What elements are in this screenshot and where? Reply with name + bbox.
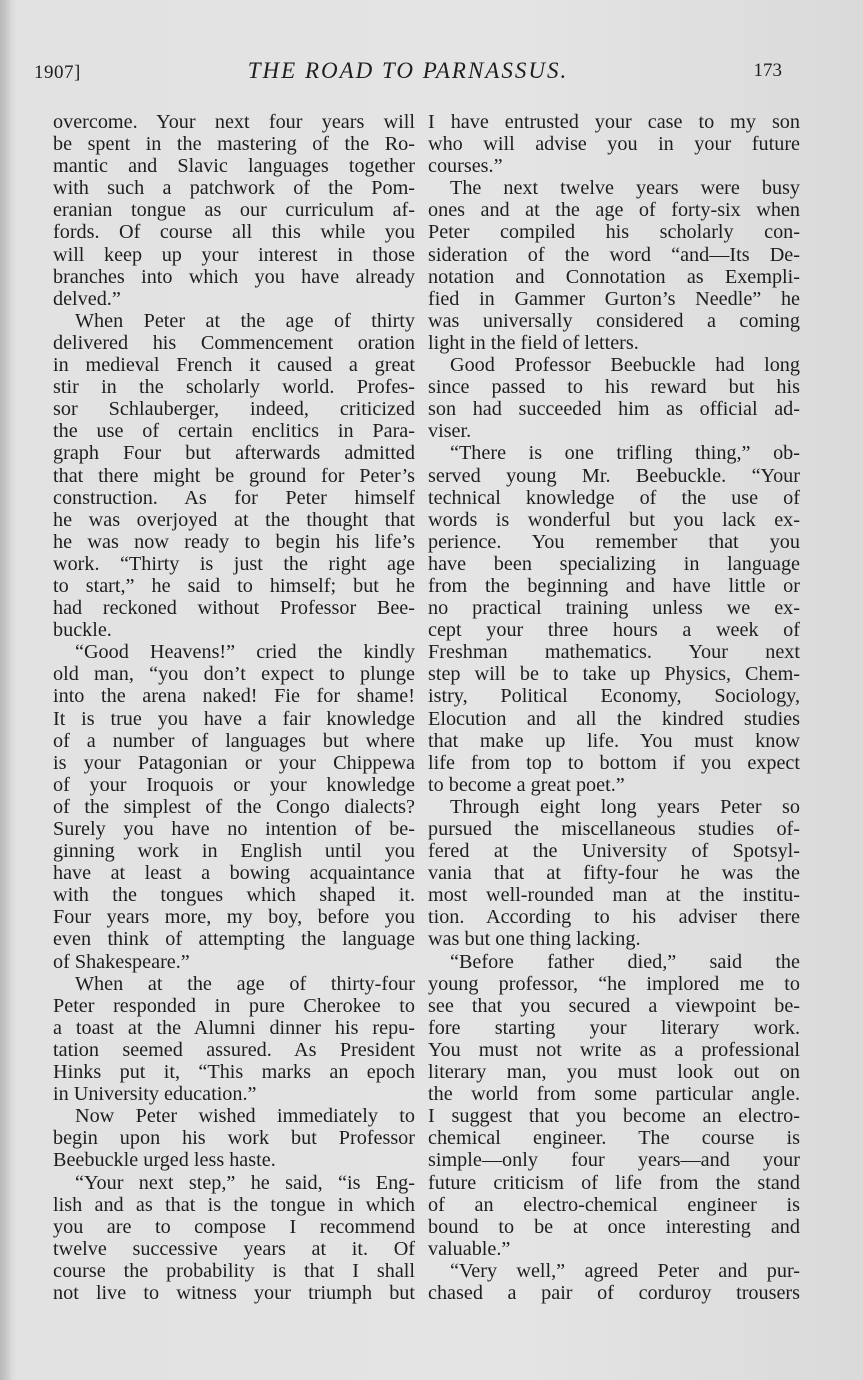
right-column-line: You must not write as a professional — [428, 1038, 800, 1061]
left-column-line: he was overjoyed at the thought that — [53, 508, 415, 531]
right-column-line: literary man, you must look out on — [428, 1061, 800, 1084]
header-title: THE ROAD TO PARNASSUS. — [247, 58, 569, 83]
left-column-line: to start,” he said to himself; but he — [53, 574, 415, 597]
right-column-line: fied in Gammer Gurton’s Needle” he — [428, 287, 800, 310]
right-column-line: was universally considered a coming — [428, 309, 800, 332]
left-column-line: overcome. Your next four years will — [53, 111, 415, 133]
right-column-line: Through eight long years Peter so — [450, 795, 800, 818]
right-column-line: served young Mr. Beebuckle. “Your — [428, 464, 800, 487]
left-column-line: Peter responded in pure Cherokee to — [53, 994, 415, 1017]
right-column-line: istry, Political Economy, Sociology, — [428, 685, 800, 708]
right-column — [428, 111, 800, 1304]
left-column-line: eranian tongue as our curriculum af- — [53, 199, 415, 222]
right-column-line: Freshman mathematics. Your next — [428, 641, 800, 664]
right-column-line: I have entrusted your case to my son — [428, 111, 800, 133]
left-column-line: old man, “you don’t expect to plunge — [53, 663, 415, 686]
right-column-line: viser. — [428, 420, 472, 443]
right-column-line: perience. You remember that you — [428, 530, 800, 553]
left-column-line: of a number of languages but where — [53, 729, 415, 752]
right-column-line: Elocution and all the kindred studies — [428, 707, 800, 730]
right-column-line: tion. According to his adviser there — [428, 906, 800, 929]
left-column-line: in University education.” — [53, 1083, 257, 1106]
right-column-line: who will advise you in your future — [428, 133, 800, 156]
right-column-line: life from top to bottom if you expect — [428, 751, 800, 774]
header-year: 1907] — [34, 62, 81, 83]
left-column-line: not live to witness your triumph but — [53, 1281, 415, 1304]
right-column-line: “Before father died,” said the — [450, 950, 800, 973]
right-column-line: son had succeeded him as official ad- — [428, 398, 800, 421]
left-column-line: of your Iroquois or your knowledge — [53, 773, 415, 796]
left-column-line: When at the age of thirty-four — [75, 972, 415, 995]
right-column-line: of an electro-chemical engineer is — [428, 1193, 800, 1216]
right-column-line: step will be to take up Physics, Chem- — [428, 663, 800, 686]
left-column-line: Beebuckle urged less haste. — [53, 1149, 276, 1172]
left-column-line: had reckoned without Professor Bee- — [53, 597, 415, 620]
left-column-line: It is true you have a fair knowledge — [53, 707, 415, 730]
left-column-line: the use of certain enclitics in Para- — [53, 420, 415, 443]
left-column-line: delved.” — [53, 287, 121, 310]
right-column-line: cept your three hours a week of — [428, 619, 800, 642]
left-column-line: is your Patagonian or your Chippewa — [53, 751, 415, 774]
left-column-line: graph Four but afterwards admitted — [53, 442, 415, 465]
left-column-line: that there might be ground for Peter’s — [53, 464, 415, 487]
right-column-line: pursued the miscellaneous studies of- — [428, 818, 800, 840]
right-column-line: the world from some particular angle. — [428, 1083, 800, 1106]
left-column-line: even think of attempting the language — [53, 928, 415, 951]
left-column-line: branches into which you have already — [53, 265, 415, 288]
right-column-line: “There is one trifling thing,” ob- — [450, 442, 800, 465]
running-header — [34, 58, 782, 88]
right-column-line: ones and at the age of forty-six when — [428, 199, 800, 222]
left-column-line: tation seemed assured. As President — [53, 1038, 415, 1061]
right-column-line: “Very well,” agreed Peter and pur- — [450, 1259, 800, 1282]
left-column-line: buckle. — [53, 619, 112, 642]
left-column-line: Surely you have no intention of be- — [53, 818, 415, 840]
right-column-line: from the beginning and have little or — [428, 574, 800, 597]
left-column-line: When Peter at the age of thirty — [75, 309, 415, 332]
left-column-line: fords. Of course all this while you — [53, 221, 415, 244]
right-column-line: light in the field of letters. — [428, 331, 639, 354]
right-column-line: The next twelve years were busy — [450, 177, 800, 200]
left-column-line: with such a patchwork of the Pom- — [53, 177, 415, 200]
left-column-line: with the tongues which shaped it. — [53, 884, 415, 907]
left-column-line: delivered his Commencement oration — [53, 331, 415, 354]
right-column-line: Good Professor Beebuckle had long — [450, 354, 800, 377]
right-column-line: vania that at fifty-four he was the — [428, 862, 800, 885]
right-column-line: since passed to his reward but his — [428, 376, 800, 399]
right-column-line: fered at the University of Spotsyl- — [428, 840, 800, 863]
right-column-line: bound to be at once interesting and — [428, 1215, 800, 1238]
left-column-line: ginning work in English until you — [53, 840, 415, 863]
left-column-line: “Your next step,” he said, “is Eng- — [75, 1171, 415, 1194]
right-column-line: future criticism of life from the stand — [428, 1171, 800, 1194]
right-column-line: chased a pair of corduroy trousers — [428, 1281, 800, 1304]
left-column-line: have at least a bowing acquaintance — [53, 862, 415, 885]
right-column-line: simple—only four years—and your — [428, 1149, 800, 1172]
left-column-line: Hinks put it, “This marks an epoch — [53, 1061, 415, 1084]
page-spine-shadow — [0, 0, 12, 1380]
right-column-line: that make up life. You must know — [428, 729, 800, 752]
left-column-line: begin upon his work but Professor — [53, 1127, 415, 1150]
right-column-line: was but one thing lacking. — [428, 928, 641, 951]
left-column-line: in medieval French it caused a great — [53, 354, 415, 377]
left-column-line: mantic and Slavic languages together — [53, 155, 415, 178]
left-column-line: “Good Heavens!” cried the kindly — [75, 641, 415, 664]
left-column-line: lish and as that is the tongue in which — [53, 1193, 415, 1216]
left-column-line: of Shakespeare.” — [53, 950, 190, 973]
left-column-line: you are to compose I recommend — [53, 1215, 415, 1238]
left-column-line: work. “Thirty is just the right age — [53, 552, 415, 575]
right-column-line: sideration of the word “and—Its De- — [428, 243, 800, 266]
right-column-line: words is wonderful but you lack ex- — [428, 508, 800, 531]
right-column-line: have been specializing in language — [428, 552, 800, 575]
left-column-line: course the probability is that I shall — [53, 1259, 415, 1282]
left-column-line: Now Peter wished immediately to — [75, 1105, 415, 1128]
left-column-line: into the arena naked! Fie for shame! — [53, 685, 415, 708]
right-column-line: courses.” — [428, 155, 503, 178]
left-column — [53, 111, 415, 1304]
left-column-line: sor Schlauberger, indeed, criticized — [53, 398, 415, 421]
right-column-line: fore starting your literary work. — [428, 1016, 800, 1039]
right-column-line: chemical engineer. The course is — [428, 1127, 800, 1150]
right-column-line: Peter compiled his scholarly con- — [428, 221, 800, 244]
right-column-line: no practical training unless we ex- — [428, 597, 800, 620]
right-column-line: most well-rounded man at the institu- — [428, 884, 800, 907]
right-column-line: valuable.” — [428, 1237, 511, 1260]
left-column-line: will keep up your interest in those — [53, 243, 415, 266]
right-column-line: I suggest that you become an electro- — [428, 1105, 800, 1128]
left-column-line: twelve successive years at it. Of — [53, 1237, 415, 1260]
left-column-line: Four years more, my boy, before you — [53, 906, 415, 929]
left-column-line: he was now ready to begin his life’s — [53, 530, 415, 553]
left-column-line: a toast at the Alumni dinner his repu- — [53, 1016, 415, 1039]
page-number: 173 — [753, 60, 782, 81]
left-column-line: of the simplest of the Congo dialects? — [53, 795, 415, 818]
right-column-line: technical knowledge of the use of — [428, 486, 800, 509]
left-column-line: construction. As for Peter himself — [53, 486, 415, 509]
right-column-line: notation and Connotation as Exempli- — [428, 265, 800, 288]
right-column-line: see that you secured a viewpoint be- — [428, 994, 800, 1017]
left-column-line: stir in the scholarly world. Profes- — [53, 376, 415, 399]
left-column-line: be spent in the mastering of the Ro- — [53, 133, 415, 156]
right-column-line: young professor, “he implored me to — [428, 972, 800, 995]
right-column-line: to become a great poet.” — [428, 773, 625, 796]
